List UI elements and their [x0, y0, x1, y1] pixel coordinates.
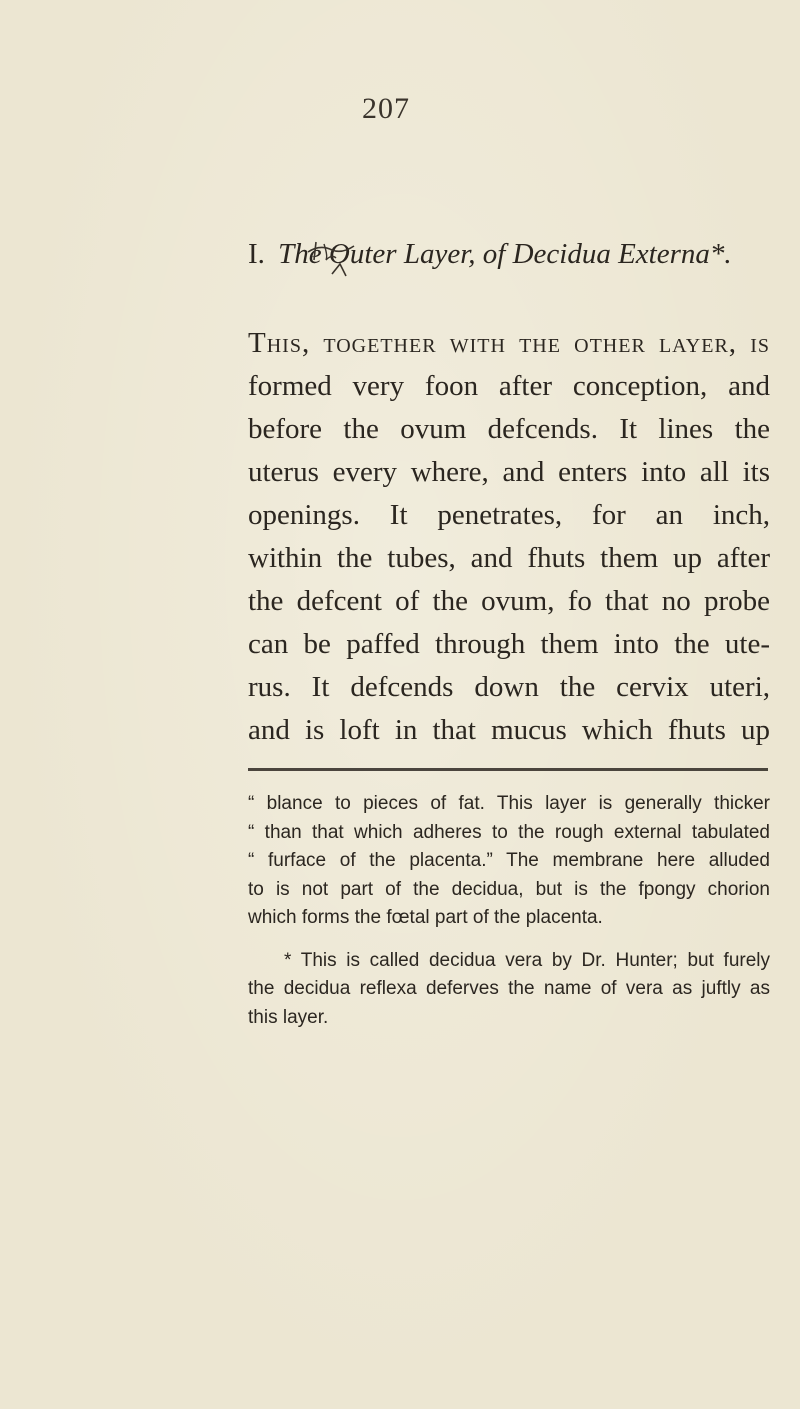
- body-paragraph: [248, 322, 770, 752]
- body-line: openings. It penetrates, for an inch,: [248, 499, 770, 531]
- body-line: formed very foon after conception, and: [248, 370, 770, 402]
- body-line: can be paffed through them into the ute-: [248, 628, 770, 660]
- footnote-gap: [248, 933, 770, 947]
- heading-title-part1: The Outer Layer,: [278, 238, 476, 270]
- body-line: the defcent of the ovum, fo that no probe: [248, 585, 770, 617]
- footnote-divider: [248, 768, 768, 771]
- body-line: within the tubes, and fhuts them up after: [248, 542, 770, 574]
- footnote-line: “ furface of the placenta.” The membrane here alluded: [248, 850, 770, 871]
- heading-numeral: I.: [248, 238, 265, 270]
- body-line: uterus every where, and enters into all its: [248, 456, 770, 488]
- footnote-line: to is not part of the decidua, but is the fpongy chorion: [248, 878, 770, 900]
- body-line: and is loft in that mucus which fhuts up: [248, 714, 770, 746]
- footnote-line: which forms the fœtal part of the placenta.: [248, 907, 603, 928]
- body-line-text: This, together with the other layer, is: [248, 327, 770, 359]
- body-line: before the ovum defcends. It lines the: [248, 413, 770, 445]
- star-footnote-line: this layer.: [248, 1006, 329, 1028]
- footnotes: [248, 790, 770, 1032]
- footnote-line: “ than that which adheres to the rough external tabulated: [248, 821, 770, 843]
- body-line: rus. It defcends down the cervix uteri,: [248, 671, 770, 703]
- handwritten-annotation: [302, 236, 362, 286]
- star-footnote-line: the decidua reflexa deferves the name of vera as juftly as: [248, 978, 770, 999]
- body-line: [248, 322, 770, 365]
- heading-footnote-marker: *.: [709, 238, 732, 270]
- heading-title-part2: of Decidua Externa: [482, 238, 710, 270]
- footnote-line: “ blance to pieces of fat. This layer is generally thicker: [248, 793, 770, 814]
- star-footnote-line: * This is called decidua vera by Dr. Hunter; but furely: [284, 949, 770, 971]
- page-number: 207: [362, 92, 410, 125]
